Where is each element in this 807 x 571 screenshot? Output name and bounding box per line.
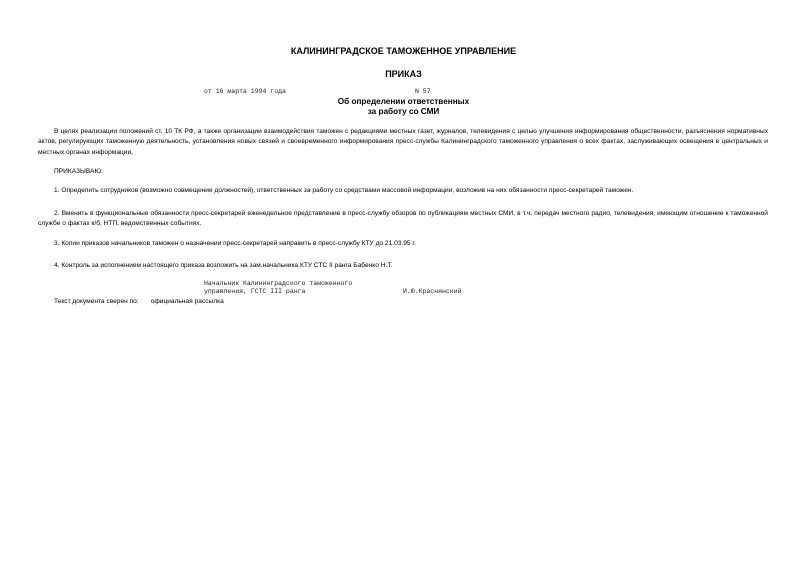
- order-word: ПРИКАЗЫВАЮ:: [54, 168, 103, 175]
- document-number: N 57: [415, 88, 431, 95]
- verification-note: [54, 298, 224, 305]
- document-type: ПРИКАЗ: [385, 69, 422, 79]
- subject-line-2: за работу со СМИ: [367, 107, 440, 116]
- intro-paragraph: В целях реализации положений ст. 10 ТК РФ, а также организации взаимодействия таможен с редакциями местных газет, журналов, телевидения с целью улучшения информирования общественности, разъяснения нормативных актов, регулирующих таможенную деятельность, установления новых связей и своевременного информирования пресс-службы Калининградского таможенного управления о всех фактах, заслуживающих освещения в центральных и местных органах информации,: [38, 128, 768, 156]
- order-item-2: 2. Вменить в функциональные обязанности пресс-секретарей еженедельное представление в пресс-службу обзоров по публикациям местных СМИ, в т.ч. передач местного радио, телевидения, имеющим отношение к таможенной службе о фактах к/б, НТП, ведомственных событиях.: [38, 210, 768, 228]
- document-subject: [0, 97, 807, 117]
- signature-title-line-1: Начальник Калининградского таможенного: [204, 280, 353, 287]
- document-date: от 16 марта 1994 года: [204, 88, 286, 95]
- verification-label: Текст документа сверен по:: [54, 298, 139, 305]
- subject-line-1: Об определении ответственных: [337, 97, 470, 106]
- order-item-4: 4. Контроль за исполнением настоящего приказа возложить на зам.начальника КТУ СТС II ранга Бабенко Н.Т.: [54, 262, 393, 269]
- signature-title-line-2: управления, ГСТС III ранга: [204, 288, 306, 296]
- signature-block: [204, 280, 352, 297]
- order-item-1: 1. Определить сотрудников (возможно совмещение должностей), ответственных за работу со средствами массовой информации, возложив на них обязанности пресс-секретарей таможен.: [54, 187, 634, 194]
- signer-name: И.Ю.Краснянский: [403, 288, 462, 295]
- verification-value: официальная рассылка: [150, 298, 224, 305]
- order-item-3: 3. Копии приказов начальников таможен о назначении пресс-секретарей направить в пресс-службу КТУ до 21.03.95 г.: [54, 240, 416, 247]
- organization-title: КАЛИНИНГРАДСКОЕ ТАМОЖЕННОЕ УПРАВЛЕНИЕ: [290, 46, 517, 56]
